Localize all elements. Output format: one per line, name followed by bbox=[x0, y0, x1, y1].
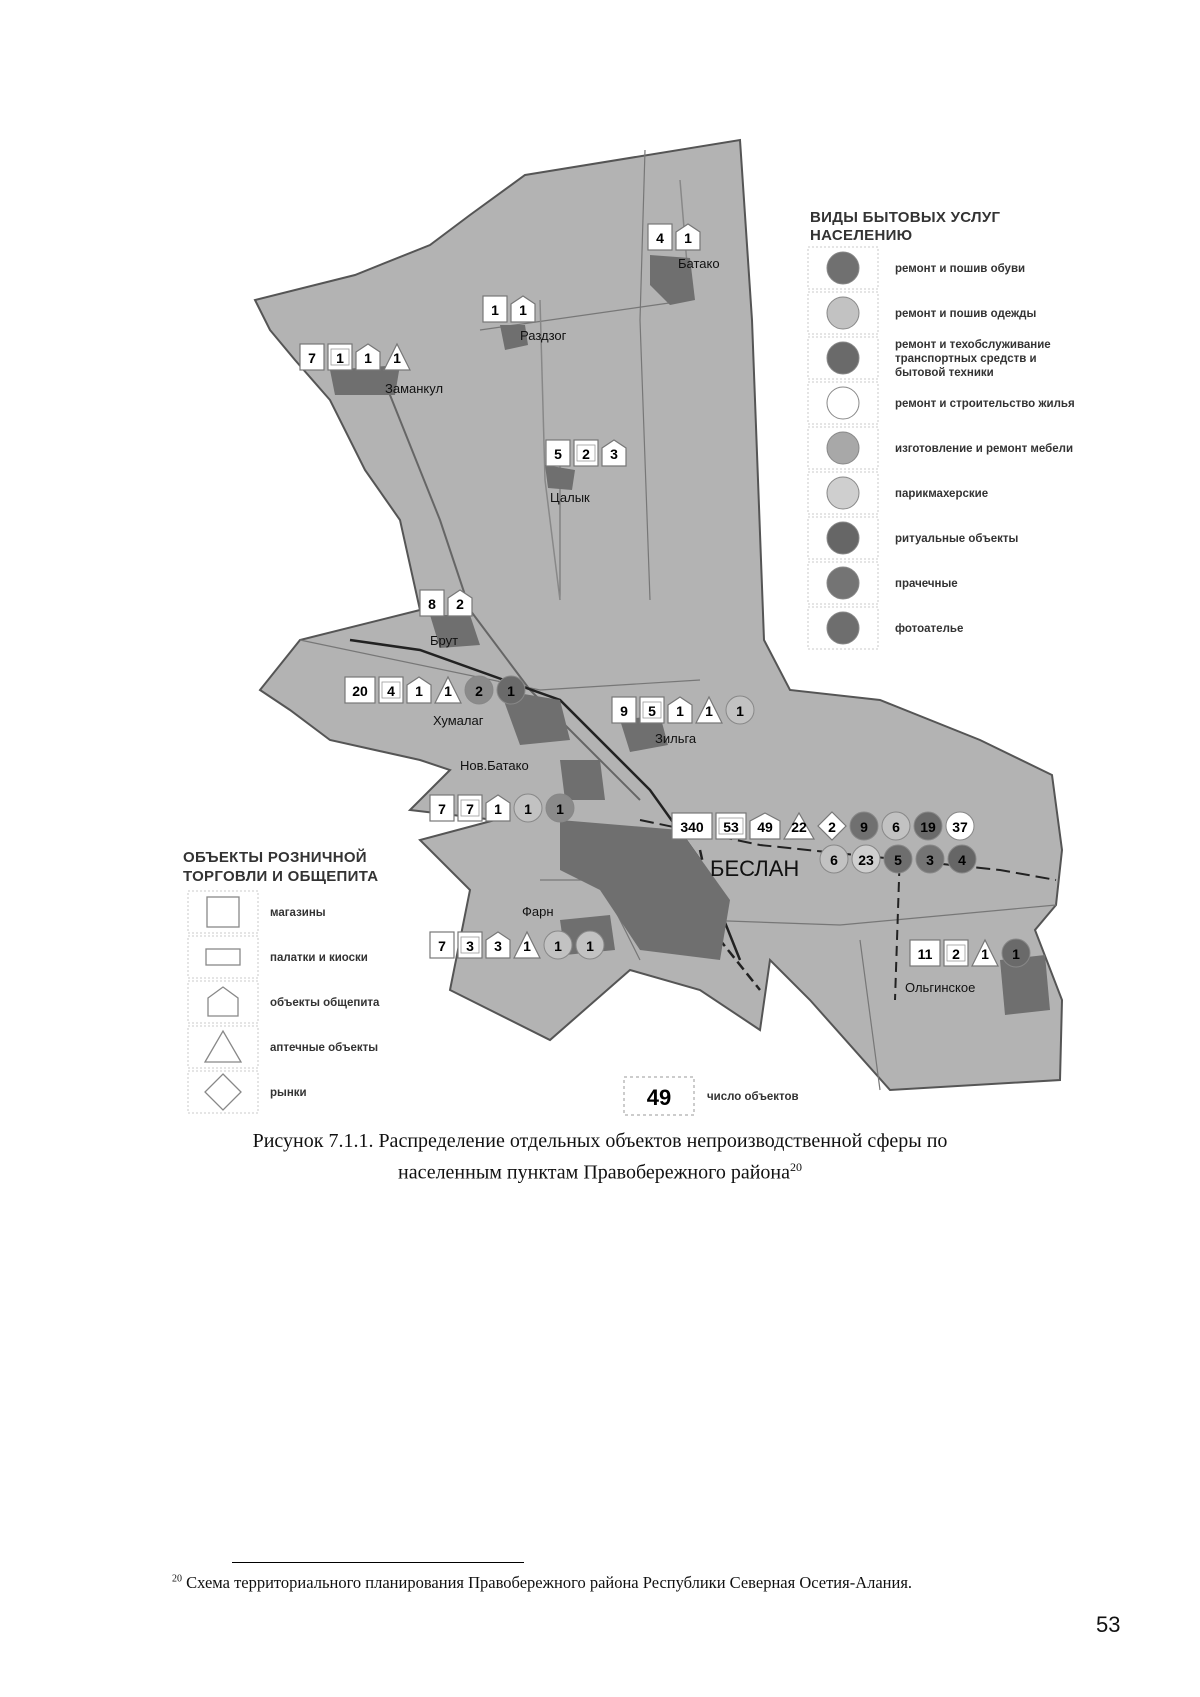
services-legend-item bbox=[808, 517, 1019, 559]
badge-value: 5 bbox=[894, 852, 902, 868]
badge-circle bbox=[514, 794, 542, 822]
badge-circle bbox=[914, 812, 942, 840]
settlement-name-beslan: БЕСЛАН bbox=[710, 856, 800, 881]
badge-value: 9 bbox=[620, 703, 628, 719]
retail-legend-title: ТОРГОВЛИ И ОБЩЕПИТА bbox=[183, 868, 379, 885]
badge-value: 6 bbox=[892, 819, 900, 835]
badge-value: 23 bbox=[858, 852, 874, 868]
badge-value: 4 bbox=[958, 852, 966, 868]
retail-legend-item bbox=[188, 936, 368, 978]
badge-row bbox=[430, 794, 574, 822]
badge-kiosk bbox=[716, 813, 746, 839]
badge-shop bbox=[910, 940, 940, 966]
service-label: прачечные bbox=[895, 578, 958, 590]
badge-kiosk bbox=[640, 697, 664, 723]
badge-circle bbox=[850, 812, 878, 840]
badge-circle bbox=[576, 931, 604, 959]
badge-row bbox=[820, 845, 976, 873]
services-legend-item bbox=[808, 472, 988, 514]
badge-value: 1 bbox=[524, 801, 532, 817]
services-legend-item bbox=[808, 337, 1051, 379]
badge-value: 1 bbox=[494, 801, 502, 817]
service-label: ремонт и техобслуживание bbox=[895, 339, 1051, 351]
footnote-rule bbox=[232, 1562, 524, 1563]
badge-value: 2 bbox=[828, 819, 836, 835]
badge-value: 1 bbox=[981, 946, 989, 962]
count-legend-example: 49 bbox=[646, 1085, 672, 1110]
caption-footnote-ref: 20 bbox=[790, 1160, 802, 1174]
badge-value: 1 bbox=[586, 938, 594, 954]
services-legend bbox=[808, 209, 1075, 649]
badge-shop bbox=[430, 795, 454, 821]
retail-label: магазины bbox=[270, 907, 326, 919]
badge-value: 20 bbox=[352, 683, 368, 699]
settlement-name: Брут bbox=[430, 633, 459, 648]
retail-label: объекты общепита bbox=[270, 997, 380, 1009]
badge-value: 1 bbox=[676, 703, 684, 719]
retail-symbol-kiosk bbox=[206, 949, 240, 965]
badge-value: 1 bbox=[364, 350, 372, 366]
badge-value: 22 bbox=[791, 819, 807, 835]
badge-value: 1 bbox=[415, 683, 423, 699]
badge-kiosk bbox=[379, 677, 403, 703]
badge-kiosk bbox=[944, 940, 968, 966]
caption-line-2 bbox=[0, 1154, 1200, 1186]
retail-legend-title: ОБЪЕКТЫ РОЗНИЧНОЙ bbox=[183, 849, 367, 866]
service-label: парикмахерские bbox=[895, 488, 989, 500]
services-legend-title: НАСЕЛЕНИЮ bbox=[810, 227, 913, 244]
badge-kiosk bbox=[458, 932, 482, 958]
badge-value: 37 bbox=[952, 819, 968, 835]
badge-value: 5 bbox=[554, 446, 562, 462]
settlement-name: Хумалаг bbox=[433, 713, 484, 728]
badge-circle bbox=[882, 812, 910, 840]
badge-value: 7 bbox=[466, 801, 474, 817]
badge-value: 9 bbox=[860, 819, 868, 835]
badge-value: 3 bbox=[926, 852, 934, 868]
badge-value: 2 bbox=[582, 446, 590, 462]
badge-circle bbox=[546, 794, 574, 822]
settlement-name: Раздзог bbox=[520, 328, 567, 343]
badge-value: 2 bbox=[952, 946, 960, 962]
badge-row bbox=[612, 696, 754, 724]
badge-shop bbox=[483, 296, 507, 322]
badge-kiosk bbox=[328, 344, 352, 370]
page-number: 53 bbox=[1096, 1612, 1121, 1637]
settlement-name: Ольгинское bbox=[905, 980, 976, 995]
badge-value: 11 bbox=[917, 946, 933, 962]
badge-value: 1 bbox=[393, 350, 401, 366]
settlement-name: Заманкул bbox=[385, 381, 444, 396]
badge-shop bbox=[430, 932, 454, 958]
badge-shop bbox=[648, 224, 672, 250]
badge-value: 6 bbox=[830, 852, 838, 868]
badge-value: 4 bbox=[387, 683, 395, 699]
badge-circle bbox=[497, 676, 525, 704]
services-legend-item bbox=[808, 247, 1025, 289]
badge-circle bbox=[946, 812, 974, 840]
service-label: ремонт и пошив обуви bbox=[895, 263, 1026, 275]
service-swatch bbox=[827, 477, 859, 509]
retail-label: аптечные объекты bbox=[270, 1042, 379, 1054]
service-label: ремонт и строительство жилья bbox=[895, 398, 1075, 410]
badge-row bbox=[546, 440, 626, 466]
retail-legend-item bbox=[188, 891, 326, 933]
settlement-name: Цалык bbox=[550, 490, 590, 505]
settlement-name: Батако bbox=[678, 256, 720, 271]
caption-line-2-text: населенным пунктам Правобережного района bbox=[398, 1161, 790, 1184]
service-swatch bbox=[827, 387, 859, 419]
service-label: изготовление и ремонт мебели bbox=[895, 443, 1074, 455]
badge-value: 1 bbox=[507, 683, 515, 699]
badge-value: 1 bbox=[491, 302, 499, 318]
service-label: фотоателье bbox=[895, 623, 964, 635]
badge-shop bbox=[345, 677, 375, 703]
badge-value: 5 bbox=[648, 703, 656, 719]
badge-value: 2 bbox=[475, 683, 483, 699]
figure-caption bbox=[0, 1128, 1200, 1186]
badge-value: 8 bbox=[428, 596, 436, 612]
badge-value: 1 bbox=[336, 350, 344, 366]
badge-value: 4 bbox=[656, 230, 664, 246]
badge-value: 1 bbox=[705, 703, 713, 719]
service-label: ритуальные объекты bbox=[895, 533, 1019, 545]
badge-value: 3 bbox=[610, 446, 618, 462]
footnote-ref: 20 bbox=[172, 1573, 182, 1585]
badge-value: 53 bbox=[723, 819, 739, 835]
caption-line-1: Рисунок 7.1.1. Распределение отдельных объектов непроизводственной сферы по bbox=[252, 1130, 948, 1152]
retail-label: рынки bbox=[270, 1087, 307, 1099]
badge-circle bbox=[726, 696, 754, 724]
services-legend-item bbox=[808, 382, 1075, 424]
footnote-text: Схема территориального планирования Правобережного района Республики Северная Осетия-Алания. bbox=[182, 1573, 913, 1592]
badge-value: 7 bbox=[438, 938, 446, 954]
settlement-name: Нов.Батако bbox=[460, 758, 529, 773]
retail-label: палатки и киоски bbox=[270, 952, 368, 964]
service-swatch bbox=[827, 567, 859, 599]
badge-value: 3 bbox=[466, 938, 474, 954]
badge-value: 1 bbox=[736, 703, 744, 719]
badge-value: 1 bbox=[556, 801, 564, 817]
badge-circle bbox=[820, 845, 848, 873]
footnote bbox=[172, 1573, 912, 1593]
badge-value: 1 bbox=[684, 230, 692, 246]
badge-shop bbox=[420, 590, 444, 616]
badge-value: 3 bbox=[494, 938, 502, 954]
services-legend-item bbox=[808, 427, 1073, 469]
count-legend-label: число объектов bbox=[707, 1091, 799, 1103]
badge-value: 340 bbox=[680, 819, 704, 835]
retail-symbol-shop bbox=[207, 897, 239, 927]
settlement-area-nov-batako bbox=[560, 760, 605, 800]
badge-shop bbox=[612, 697, 636, 723]
badge-shop bbox=[300, 344, 324, 370]
retail-legend-item bbox=[188, 981, 380, 1023]
service-swatch bbox=[827, 432, 859, 464]
badge-circle bbox=[852, 845, 880, 873]
service-swatch bbox=[827, 252, 859, 284]
badge-circle bbox=[1002, 939, 1030, 967]
services-legend-item bbox=[808, 607, 963, 649]
badge-value: 2 bbox=[456, 596, 464, 612]
services-legend-item bbox=[808, 292, 1036, 334]
service-swatch bbox=[827, 522, 859, 554]
services-legend-item bbox=[808, 562, 958, 604]
settlement-name: Фарн bbox=[522, 904, 554, 919]
badge-shop bbox=[672, 813, 712, 839]
badge-value: 19 bbox=[920, 819, 936, 835]
services-legend-title: ВИДЫ БЫТОВЫХ УСЛУГ bbox=[810, 209, 1001, 226]
badge-value: 49 bbox=[757, 819, 773, 835]
settlement-name: Зильга bbox=[655, 731, 697, 746]
badge-circle bbox=[544, 931, 572, 959]
badge-kiosk bbox=[458, 795, 482, 821]
badge-value: 1 bbox=[523, 938, 531, 954]
badge-circle bbox=[916, 845, 944, 873]
service-label: транспортных средств и bbox=[895, 353, 1037, 365]
service-label: бытовой техники bbox=[895, 367, 994, 379]
badge-value: 7 bbox=[308, 350, 316, 366]
badge-circle bbox=[465, 676, 493, 704]
badge-value: 7 bbox=[438, 801, 446, 817]
badge-value: 1 bbox=[1012, 946, 1020, 962]
badge-shop bbox=[546, 440, 570, 466]
badge-kiosk bbox=[574, 440, 598, 466]
service-swatch bbox=[827, 342, 859, 374]
service-label: ремонт и пошив одежды bbox=[895, 308, 1037, 320]
badge-circle bbox=[948, 845, 976, 873]
badge-value: 1 bbox=[444, 683, 452, 699]
service-swatch bbox=[827, 612, 859, 644]
retail-legend-item bbox=[188, 1071, 307, 1113]
badge-value: 1 bbox=[554, 938, 562, 954]
retail-legend bbox=[183, 848, 380, 1113]
badge-circle bbox=[884, 845, 912, 873]
service-swatch bbox=[827, 297, 859, 329]
badge-value: 1 bbox=[519, 302, 527, 318]
retail-legend-item bbox=[188, 1026, 378, 1068]
count-legend bbox=[624, 1077, 799, 1115]
